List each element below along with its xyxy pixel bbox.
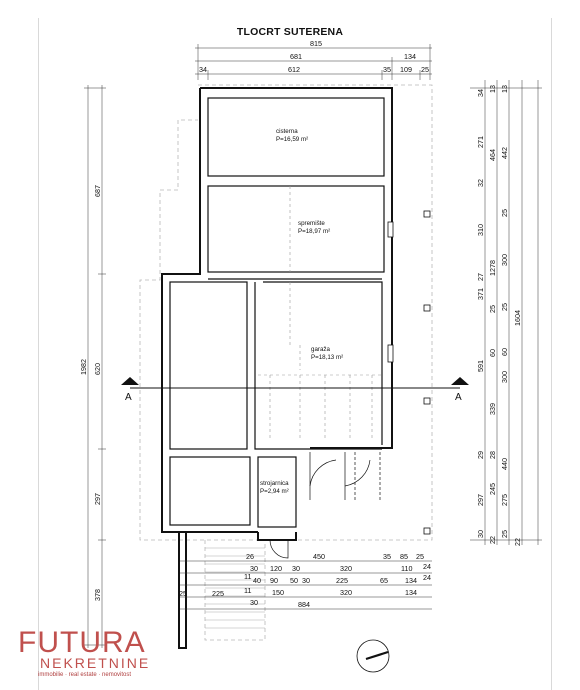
dim-right-c1-9: 30 (476, 530, 485, 538)
room-name-spremiste: spremište (298, 220, 325, 227)
dim-bottom-r4-0: 11 (244, 586, 252, 595)
dim-bottom-r2-5: 24 (423, 562, 431, 571)
dim-right-c1-3: 310 (476, 224, 485, 236)
dim-bottom-r3-2: 90 (270, 576, 278, 585)
room-area-cisterna: P=16,59 m² (276, 136, 309, 143)
dim-bottom-r3-1: 40 (253, 576, 261, 585)
dim-top-row3-2: 35 (383, 65, 391, 74)
column-markers (424, 211, 430, 534)
dim-right-c3-8: 275 (500, 494, 509, 506)
north-arrow-icon (357, 640, 389, 672)
dim-right-c2-4: 60 (488, 349, 497, 357)
dim-right-c3-4: 25 (500, 303, 509, 311)
section-label-right: A (455, 392, 462, 403)
dim-top-row2-1: 134 (404, 52, 416, 61)
logo-tagline: immobilie · real estate · nemovitost (38, 672, 132, 678)
dim-right-c2-0: 13 (488, 85, 497, 93)
dim-right-c2-3: 25 (488, 305, 497, 313)
dim-bottom-r4-2: 320 (340, 588, 352, 597)
dim-bottom-r2-0: 30 (250, 564, 258, 573)
dim-right-c3-9: 25 (500, 530, 509, 538)
dim-right-c2-1: 464 (488, 149, 497, 161)
dim-right-c3-5: 60 (500, 348, 509, 356)
dim-right-c2-2: 1278 (488, 260, 497, 276)
dim-right-c3-2: 25 (500, 209, 509, 217)
plan-title: TLOCRT SUTERENA (236, 26, 344, 38)
dim-right-c3-1: 442 (500, 147, 509, 159)
dim-right-c3-0: 13 (500, 85, 509, 93)
dim-right-c2-6: 28 (488, 451, 497, 459)
dim-bottom-total: 884 (298, 600, 310, 609)
company-logo (14, 628, 164, 678)
dim-bottom-r3-8: 24 (423, 573, 431, 582)
dim-top-row3-4: 25 (421, 65, 429, 74)
dim-bottom-r1-2: 35 (383, 552, 391, 561)
dim-right-c2-5: 339 (488, 403, 497, 415)
dim-top-row2-0: 681 (290, 52, 302, 61)
dim-right-c1-4: 27 (476, 273, 485, 281)
dim-bottom-r3-0: 11 (244, 572, 252, 581)
room-area-spremiste: P=18,97 m² (298, 228, 331, 235)
room-name-garaza: garaža (311, 346, 330, 353)
dim-right-c4-0: 1604 (513, 310, 522, 326)
section-line (121, 377, 469, 403)
dim-bottom-r4-3: 134 (405, 588, 417, 597)
dim-right-c3-7: 440 (500, 458, 509, 470)
dim-bottom-r2-1: 120 (270, 564, 282, 573)
dim-top-row3-3: 109 (400, 65, 412, 74)
dim-right-c3-3: 300 (500, 254, 509, 266)
dim-right-c1-5: 371 (476, 288, 485, 300)
dim-bottom-r1-4: 25 (416, 552, 424, 561)
dim-left-3: 378 (93, 589, 102, 601)
dim-bottom-r4-1: 150 (272, 588, 284, 597)
section-label-left: A (125, 392, 132, 403)
dim-bottom-r1-1: 450 (313, 552, 325, 561)
dim-bottom-r1-0: 26 (246, 552, 254, 561)
dim-bottom-r5-1: 225 (212, 589, 224, 598)
logo-text: FUTURA (18, 626, 146, 659)
dim-bottom-r2-2: 30 (292, 564, 300, 573)
dim-bottom-r2-4: 110 (401, 564, 413, 573)
logo-subtext: NEKRETNINE (40, 655, 151, 671)
dim-left-1: 620 (93, 363, 102, 375)
dim-right-c1-7: 29 (476, 451, 485, 459)
door-swing (270, 540, 288, 558)
dim-left-total: 1982 (79, 359, 88, 375)
dim-bottom-r5-0: 25 (179, 589, 187, 598)
stairs (205, 548, 265, 628)
dim-bottom-r3-3: 50 (290, 576, 298, 585)
dim-top-total: 815 (310, 39, 322, 48)
dim-right-c1-1: 271 (476, 136, 485, 148)
dim-bottom-r3-6: 65 (380, 576, 388, 585)
dim-right-c1-2: 32 (476, 179, 485, 187)
dim-bottom-r5-2: 30 (250, 598, 258, 607)
dim-right-c3-6: 300 (500, 371, 509, 383)
dim-bottom-r3-7: 134 (405, 576, 417, 585)
room-area-garaza: P=18,13 m² (311, 354, 344, 361)
dim-right-c1-8: 297 (476, 494, 485, 506)
dim-top-row3-0: 34 (199, 65, 207, 74)
dim-left-2: 297 (93, 493, 102, 505)
top-dimension-lines (195, 44, 432, 80)
room-name-cisterna: cisterna (276, 128, 298, 135)
inner-walls (170, 98, 384, 527)
dim-bottom-r1-3: 85 (400, 552, 408, 561)
dim-left-0: 687 (93, 185, 102, 197)
dim-bottom-r2-3: 320 (340, 564, 352, 573)
dim-right-c2-8: 22 (488, 536, 497, 544)
dim-right-c2-7: 245 (488, 483, 497, 495)
room-area-strojarnica: P=2,94 m² (260, 488, 289, 495)
dim-right-c1-0: 34 (476, 89, 485, 97)
dim-right-c1-6: 591 (476, 360, 485, 372)
dim-bottom-r3-4: 30 (302, 576, 310, 585)
room-name-strojarnica: strojarnica (260, 480, 289, 487)
dim-bottom-r3-5: 225 (336, 576, 348, 585)
dim-right-c3-10: 22 (513, 538, 522, 546)
garage-doors (310, 452, 380, 500)
dim-top-row3-1: 612 (288, 65, 300, 74)
